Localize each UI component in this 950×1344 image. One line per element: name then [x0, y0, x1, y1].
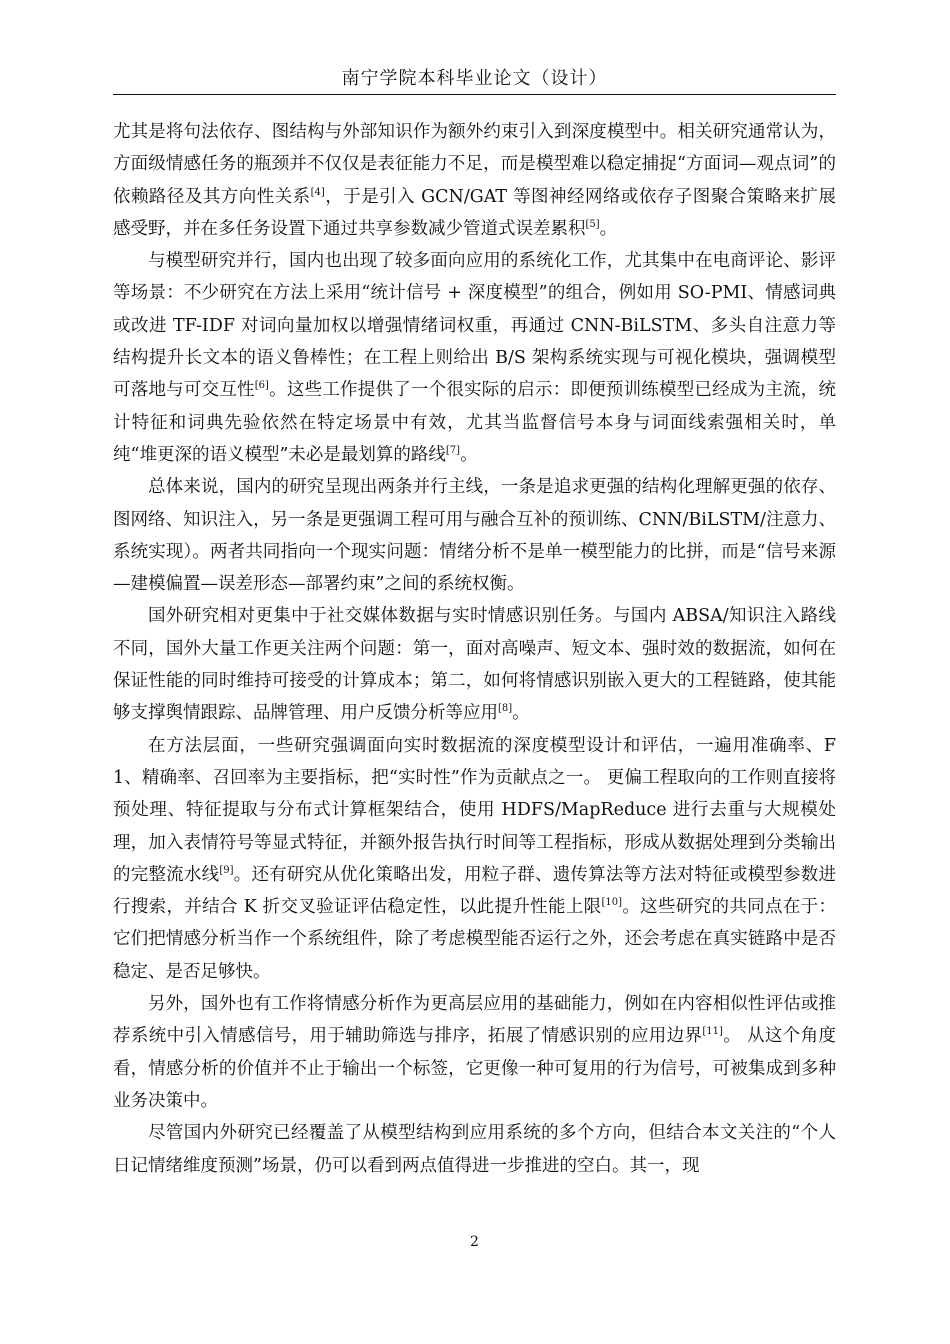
header-title: 南宁学院本科毕业论文（设计） — [341, 68, 608, 89]
paragraph-text: 尤其是将句法依存、图结构与外部知识作为额外约束引入到深度模型中。相关研究通常认为，方面级情感任务的瓶颈并不仅仅是表征能力不足，而是模型难以稳定捕捉“方面词—观点词”的依赖路径及其方向性关系 — [113, 122, 836, 207]
paragraph-text: 。这些工作提供了一个很实际的启示：即便预训练模型已经成为主流，统计特征和词典先验依然在特定场景中有效，尤其当监督信号本身与词面线索强相关时，单纯“堆更深的语义模型”未必是最划算的路线 — [113, 380, 836, 465]
page-number: 2 — [470, 1234, 479, 1250]
paragraph-text: 。 — [512, 703, 530, 724]
body-paragraph — [113, 600, 836, 729]
page-header — [113, 66, 836, 92]
body-paragraph — [113, 1117, 836, 1182]
body-paragraph — [113, 730, 836, 988]
citation-reference: [10] — [601, 897, 623, 909]
paragraph-text: 国外研究相对更集中于社交媒体数据与实时情感识别任务。与国内 ABSA/知识注入路线不同，国外大量工作更关注两个问题：第一，面对高噪声、短文本、强时效的数据流，如何在保证性能的同时维持可接受的计算成本；第二，如何将情感识别嵌入更大的工程链路，使其能够支撑舆情跟踪、品牌管理、用户反馈分析等应用 — [113, 606, 836, 724]
page-body — [113, 116, 836, 1182]
paragraph-text: 。 — [460, 444, 478, 465]
body-paragraph — [113, 116, 836, 245]
paragraph-text: ，于是引入 GCN/GAT 等图神经网络或依存子图聚合策略来扩展感受野，并在多任务设置下通过共享参数减少管道式误差累积 — [113, 186, 837, 239]
paragraph-text: 。还有研究从优化策略出发，用粒子群、遗传算法等方法对特征或模型参数进行搜索，并结合 K 折交叉验证评估稳定性，以此提升性能上限 — [113, 864, 837, 918]
header-divider — [113, 94, 836, 95]
body-paragraph — [113, 988, 836, 1117]
citation-reference: [5] — [585, 219, 600, 231]
paragraph-text: 另外，国外也有工作将情感分析作为更高层应用的基础能力，例如在内容相似性评估或推荐系统中引入情感信号，用于辅助筛选与排序，拓展了情感识别的应用边界 — [113, 994, 836, 1047]
paragraph-text: 。 — [599, 218, 618, 239]
paragraph-text: 尽管国内外研究已经覆盖了从模型结构到应用系统的多个方向，但结合本文关注的“个人日记情绪维度预测”场景，仍可以看到两点值得进一步推进的空白。其一，现 — [113, 1123, 836, 1176]
citation-reference: [7] — [445, 445, 461, 457]
paragraph-text: 与模型研究并行，国内也出现了较多面向应用的系统化工作，尤其集中在电商评论、影评等场景：不少研究在方法上采用“统计信号 + 深度模型”的组合，例如用 SO-PMI、情感词典或改进 TF-IDF 对词向量加权以增强情绪词权重，再通过 CNN-BiLSTM、多头自注意力等结构提升长文本的语义鲁棒性；在工程上则给出 B/S 架构系统实现与可视化模块，强调模型可落地与可交互性 — [113, 251, 836, 401]
citation-reference: [6] — [254, 380, 269, 392]
body-paragraph — [113, 471, 836, 600]
body-paragraph — [113, 245, 836, 471]
citation-reference: [11] — [702, 1026, 723, 1038]
paragraph-text: 在方法层面，一些研究强调面向实时数据流的深度模型设计和评估，一遍用准确率、F1、精确率、召回率为主要指标，把“实时性”作为贡献点之一。 更偏工程取向的工作则直接将预处理、特征提取与分布式计算框架结合，使用 HDFS/MapReduce 进行去重与大规模处理，加入表情符号等显式特征，并额外报告执行时间等工程指标，形成从数据处理到分类输出的完整流水线 — [113, 735, 836, 885]
citation-reference: [4] — [310, 186, 325, 198]
paragraph-text: 总体来说，国内的研究呈现出两条并行主线，一条是追求更强的结构化理解更强的依存、图网络、知识注入，另一条是更强调工程可用与融合互补的预训练、CNN/BiLSTM/注意力、系统实现）。两者共同指向一个现实问题：情绪分析不是单一模型能力的比拼，而是“信号来源—建模偏置—误差形态—部署约束”之间的系统权衡。 — [113, 477, 836, 595]
citation-reference: [8] — [498, 703, 513, 715]
paragraph-text: 。 从这个角度看，情感分析的价值并不止于输出一个标签，它更像一种可复用的行为信号，可被集成到多种业务决策中。 — [113, 1026, 837, 1111]
citation-reference: [9] — [219, 865, 234, 876]
paragraph-text: 。这些研究的共同点在于：它们把情感分析当作一个系统组件，除了考虑模型能否运行之外，还会考虑在真实链路中是否稳定、是否足够快。 — [113, 897, 836, 982]
